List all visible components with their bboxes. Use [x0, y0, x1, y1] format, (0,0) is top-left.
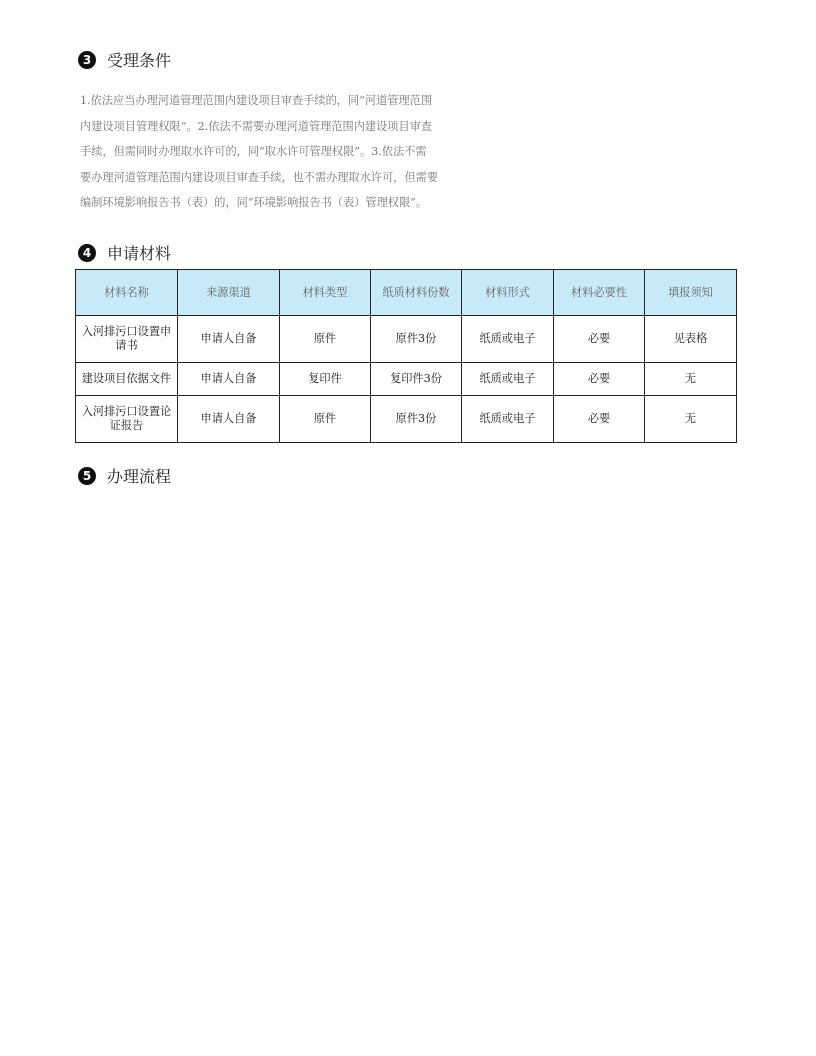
table-cell: 原件3份	[371, 396, 462, 443]
paragraph-line: 1.依法应当办理河道管理范围内建设项目审查手续的，同“河道管理范围	[80, 94, 433, 107]
section-header-process	[78, 464, 171, 487]
table-cell: 纸质或电子	[462, 396, 554, 443]
section-header-application-materials	[78, 241, 171, 264]
table-cell: 原件3份	[371, 316, 462, 363]
section-number-badge: 3	[78, 51, 96, 69]
table-cell: 建设项目依据文件	[76, 363, 178, 396]
column-header: 纸质材料份数	[371, 270, 462, 316]
table-cell: 复印件	[280, 363, 371, 396]
column-header: 填报须知	[645, 270, 737, 316]
column-header: 来源渠道	[178, 270, 280, 316]
table-cell: 原件	[280, 396, 371, 443]
section-number-badge: 4	[78, 244, 96, 262]
table-row	[76, 316, 737, 363]
table-cell: 复印件3份	[371, 363, 462, 396]
column-header: 材料名称	[76, 270, 178, 316]
paragraph-line: 手续，但需同时办理取水许可的，同“取水许可管理权限”。3.依法不需	[80, 145, 427, 158]
column-header: 材料形式	[462, 270, 554, 316]
section-title: 申请材料	[107, 244, 172, 263]
materials-table	[75, 269, 737, 443]
table-cell: 入河排污口设置论证报告	[76, 396, 178, 443]
section-number-badge: 5	[78, 467, 96, 485]
table-cell: 申请人自备	[178, 396, 280, 443]
paragraph-line: 要办理河道管理范围内建设项目审查手续，也不需办理取水许可，但需要	[80, 170, 439, 184]
table-cell: 申请人自备	[178, 363, 280, 396]
table-cell: 见表格	[645, 316, 737, 363]
paragraph-line: 编制环境影响报告书（表）的，同“环境影响报告书（表）管理权限”。	[80, 196, 428, 209]
table-cell: 必要	[554, 396, 645, 443]
table-row	[76, 363, 737, 396]
table-row	[76, 396, 737, 443]
table-cell: 无	[645, 396, 737, 443]
table-header-row	[76, 270, 737, 316]
column-header: 材料必要性	[554, 270, 645, 316]
column-header: 材料类型	[280, 270, 371, 316]
table-cell: 无	[645, 363, 737, 396]
section-title: 受理条件	[107, 51, 172, 70]
table-cell: 必要	[554, 316, 645, 363]
section-header-acceptance-conditions	[78, 48, 171, 71]
acceptance-conditions-text	[80, 88, 472, 216]
table-cell: 原件	[280, 316, 371, 363]
table-cell: 纸质或电子	[462, 316, 554, 363]
table-cell: 纸质或电子	[462, 363, 554, 396]
table-cell: 入河排污口设置申请书	[76, 316, 178, 363]
paragraph-line: 内建设项目管理权限”。2.依法不需要办理河道管理范围内建设项目审查	[80, 119, 433, 133]
section-title: 办理流程	[107, 467, 172, 486]
table-cell: 申请人自备	[178, 316, 280, 363]
table-cell: 必要	[554, 363, 645, 396]
